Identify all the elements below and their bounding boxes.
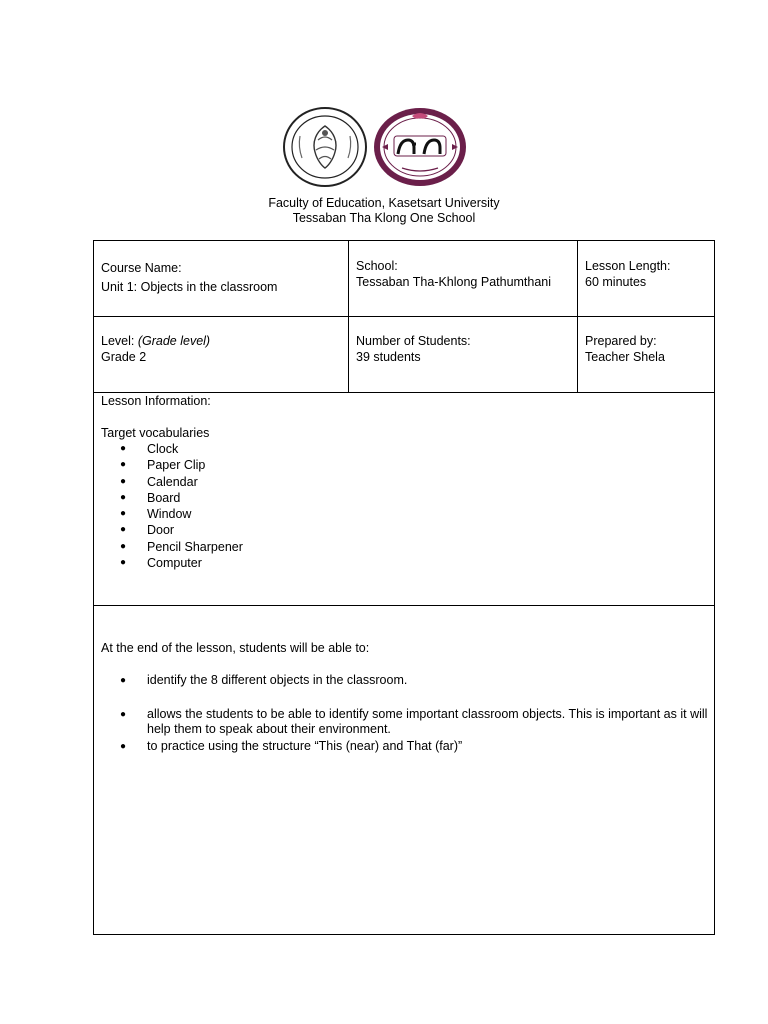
- lesson-information-row: [94, 393, 714, 606]
- course-cell: [94, 241, 349, 316]
- bullet-icon: ●: [120, 741, 127, 752]
- vocab-item: ● Window: [120, 507, 192, 522]
- bullet-icon: ●: [120, 557, 127, 569]
- bullet-icon: ●: [120, 675, 127, 686]
- info-row-1: [94, 241, 714, 317]
- school-cell: [349, 241, 578, 316]
- bullet-icon: ●: [120, 475, 127, 487]
- vocab-label: Target vocabularies: [101, 426, 210, 440]
- bullet-icon: ●: [120, 508, 127, 520]
- lesson-info-label: Lesson Information:: [101, 394, 211, 408]
- school-value: Tessaban Tha-Khlong Pathumthani: [356, 275, 552, 289]
- vocab-item: ● Board: [120, 490, 181, 505]
- school-title: Tessaban Tha Klong One School: [292, 211, 476, 225]
- vocab-item: ● Clock: [120, 442, 179, 456]
- students-value: 39 students: [356, 350, 421, 364]
- bullet-icon: ●: [120, 443, 127, 454]
- level-label: Level:: [101, 334, 135, 348]
- school-label: School:: [356, 259, 398, 273]
- course-value: Unit 1: Objects in the classroom: [101, 280, 278, 294]
- course-label: Course Name:: [101, 261, 182, 275]
- objective-item: ● to practice using the structure “This (near) and That (far)”: [120, 739, 463, 753]
- level-hint: (Grade level): [137, 334, 211, 348]
- students-label: Number of Students:: [356, 334, 471, 348]
- objectives-intro: At the end of the lesson, students will be able to:: [101, 641, 370, 655]
- bullet-icon: ●: [120, 491, 127, 503]
- objective-item: ● allows the students to be able to identify some important classroom objects. This is important as it will help them to speak about their environment.: [120, 707, 708, 736]
- lesson-length-cell: [578, 241, 714, 316]
- bullet-icon: ●: [120, 524, 127, 536]
- tessaban-school-emblem: [372, 106, 468, 188]
- lesson-length-label: Lesson Length:: [585, 259, 671, 273]
- prepared-label: Prepared by:: [585, 334, 657, 348]
- vocab-item: ● Door: [120, 523, 175, 538]
- document-heading: [0, 196, 768, 226]
- objective-item: ● identify the 8 different objects in the classroom.: [120, 673, 408, 687]
- level-value: Grade 2: [101, 350, 147, 364]
- level-cell: [94, 317, 349, 392]
- vocab-item: ● Pencil Sharpener: [120, 539, 243, 554]
- lesson-plan-table: [93, 240, 715, 935]
- prepared-value: Teacher Shela: [585, 350, 665, 364]
- logos: [282, 106, 472, 188]
- lesson-length-value: 60 minutes: [585, 275, 647, 289]
- bullet-icon: ●: [120, 709, 127, 720]
- objectives-row: [94, 606, 714, 934]
- vocab-item: ● Calendar: [120, 474, 198, 489]
- prepared-by-cell: [578, 317, 714, 392]
- kasetsart-university-seal: [282, 106, 368, 188]
- vocab-item: ● Paper Clip: [120, 458, 206, 473]
- vocab-item: ● Computer: [120, 556, 202, 571]
- info-row-2: [94, 317, 714, 393]
- level-line: [101, 333, 210, 349]
- bullet-icon: ●: [120, 459, 127, 471]
- bullet-icon: ●: [120, 540, 127, 552]
- faculty-title: Faculty of Education, Kasetsart University: [268, 196, 500, 210]
- vocab-list: [94, 441, 243, 571]
- students-cell: [349, 317, 578, 392]
